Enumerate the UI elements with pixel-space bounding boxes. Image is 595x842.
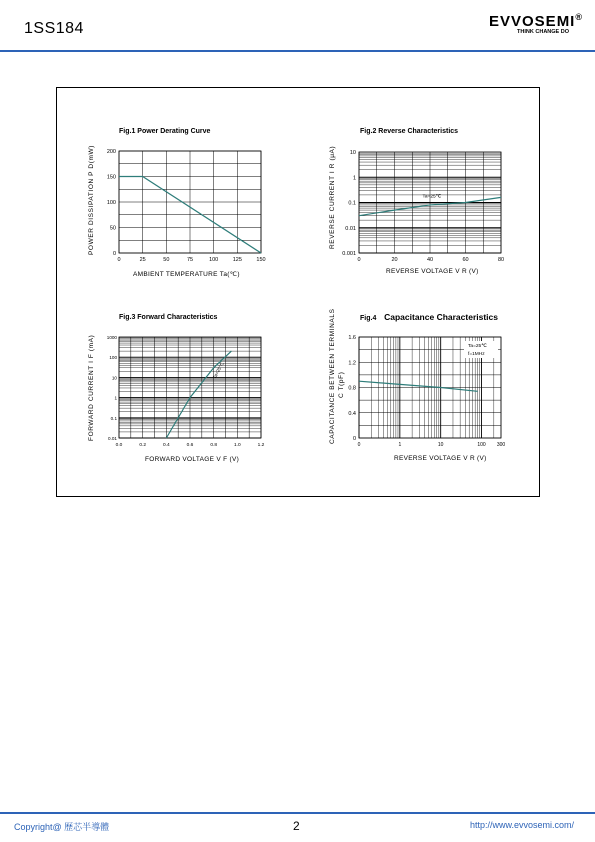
registered-mark: ® [575, 12, 583, 22]
fig2-title: Fig.2 Reverse Characteristics [360, 128, 459, 135]
fig4-xtick-label: 100 [477, 442, 486, 448]
fig3-xtick-label: 1.0 [233, 443, 241, 448]
fig3-title: Fig.3 Forward Characteristics [119, 314, 218, 321]
fig3-annotation: Ta=25℃ [211, 361, 225, 380]
fig4-annotation-freq: f=1MHz [468, 352, 485, 357]
fig4-xlabel: REVERSE VOLTAGE V R (V) [394, 455, 487, 462]
fig2-ytick-label: 10 [349, 150, 356, 156]
fig3-ytick-label: 10 [111, 375, 117, 381]
fig2-xtick-label: 0 [357, 257, 361, 263]
fig2-ytick-label: 0.001 [342, 251, 356, 257]
fig1-xtick-label: 0 [117, 257, 121, 263]
fig1-ytick-label: 200 [106, 149, 116, 155]
fig3-ytick-label: 1 [114, 395, 117, 401]
fig1-xtick-label: 100 [209, 257, 219, 263]
fig1-ytick-label: 50 [109, 225, 116, 232]
fig4-ylabel-line1: CAPACITANCE BETWEEN TERMINALS [329, 308, 336, 444]
fig4-series-line [359, 381, 478, 391]
fig3-xtick-label: 1.2 [257, 443, 265, 448]
fig1-xtick-label: 75 [186, 257, 194, 263]
fig2-xtick-label: 20 [391, 257, 398, 263]
fig2-ytick-label: 0.01 [345, 225, 356, 232]
fig3-ytick-label: 1000 [106, 335, 117, 340]
fig1-ytick-label: 100 [106, 200, 116, 206]
fig3-xlabel: FORWARD VOLTAGE V F (V) [145, 456, 240, 463]
footer-copyright: Copyright@ 歷芯半導體 [14, 822, 110, 832]
fig3-ytick-label: 0.1 [110, 415, 117, 421]
fig1-xtick-label: 125 [232, 257, 242, 263]
fig4-ylabel-line2: C T(pF) [338, 371, 345, 398]
fig3-xtick-label: 0.6 [186, 443, 194, 448]
fig4-title-prefix: Fig.4 [360, 315, 377, 322]
part-number: 1SS184 [24, 20, 84, 37]
fig1-title: Fig.1 Power Derating Curve [119, 128, 211, 135]
fig1-xtick-label: 150 [256, 257, 266, 263]
fig4-ytick-label: 0.4 [348, 410, 356, 417]
fig2-xtick-label: 40 [426, 257, 434, 263]
fig2-xlabel: REVERSE VOLTAGE V R (V) [386, 268, 479, 275]
fig1-xtick-label: 25 [139, 257, 146, 263]
fig4-ytick-label: 1.2 [348, 360, 356, 367]
fig2-ytick-label: 0.1 [348, 200, 356, 207]
fig3-xtick-label: 0.8 [210, 443, 218, 448]
fig2-xtick-label: 80 [497, 257, 505, 263]
fig4-annotation-temp: Ta=25℃ [468, 344, 487, 349]
brand-name: EVVOSEMI [489, 13, 576, 30]
fig1-xtick-label: 50 [163, 257, 170, 263]
fig4-title-text: Capacitance Characteristics [384, 312, 498, 322]
footer-url: http://www.evvosemi.com/ [470, 820, 575, 830]
fig3-ytick-label: 100 [109, 355, 117, 361]
fig4-ytick-label: 0.8 [348, 385, 356, 392]
fig2-xtick-label: 60 [462, 257, 469, 263]
fig3-xtick-label: 0.4 [162, 443, 170, 448]
footer-rule [0, 812, 595, 814]
fig1-ylabel: POWER DISSIPATION P D(mW) [88, 145, 95, 255]
fig3-xtick-label: 0.2 [139, 443, 147, 448]
fig4-xtick-label: 1 [398, 442, 402, 448]
fig3-ytick-label: 0.01 [108, 436, 117, 441]
fig1-ytick-label: 150 [106, 174, 116, 181]
fig4-ytick-label: 0 [352, 436, 356, 442]
fig3-ylabel: FORWARD CURRENT I F (mA) [88, 334, 95, 441]
fig4-xtick-label: 10 [437, 442, 444, 448]
fig1-ytick-label: 0 [112, 251, 116, 257]
fig3-xtick-label: 0.0 [115, 443, 123, 448]
fig2-ytick-label: 1 [352, 175, 356, 182]
fig4-xtick-label: 0 [357, 442, 361, 448]
fig1-xlabel: AMBIENT TEMPERATURE Ta(℃) [133, 271, 240, 278]
fig2-annotation: Ta=25℃ [422, 194, 442, 200]
brand-tagline: THINK CHANGE DO [517, 29, 569, 35]
fig2-ylabel: REVERSE CURRENT I R (μA) [329, 145, 336, 249]
fig4-xtick-label: 300 [496, 442, 506, 448]
fig4-ytick-label: 1.6 [348, 335, 356, 341]
page-number: 2 [293, 819, 300, 833]
